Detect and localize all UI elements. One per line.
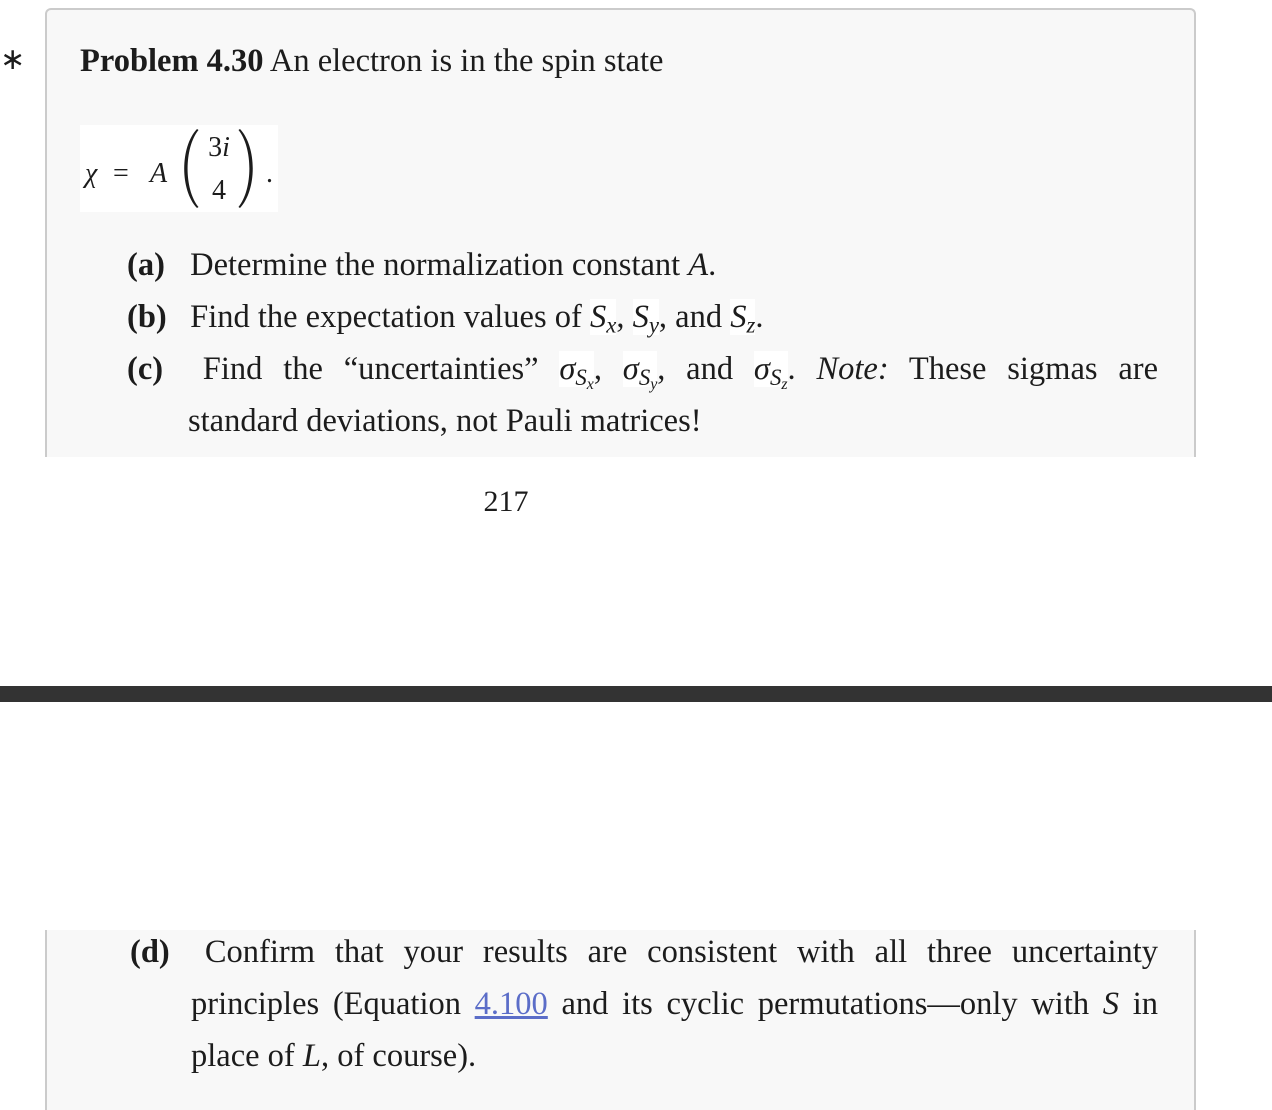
spinor-top-number: 3: [208, 132, 223, 163]
part-b: [127, 291, 1158, 343]
part-d-line-3-start: place of: [191, 1038, 303, 1074]
part-d-line-2-mid: and its cyclic permutations—only with: [547, 986, 1103, 1022]
part-c-line-2: standard deviations, not Pauli matrices!: [188, 403, 702, 439]
part-a: [127, 239, 1158, 291]
spin-operator-sy: [632, 299, 659, 338]
part-a-label: (a): [127, 247, 165, 283]
part-b-text: Find the expectation values of: [190, 299, 590, 335]
part-d-line-3: [191, 1030, 476, 1082]
subscript-x-text: x: [586, 375, 594, 393]
spin-state-equation: [80, 125, 278, 212]
subscript-y-text: y: [648, 312, 659, 338]
spin-operator-sz: [730, 299, 756, 338]
spin-operator-sx: [589, 299, 617, 338]
page-number: 217: [483, 485, 529, 518]
sigma-symbol: σ: [559, 351, 576, 387]
chi-symbol: χ: [85, 158, 98, 189]
part-c-sep-2: , and: [657, 351, 754, 387]
spinor-brackets: [80, 125, 278, 212]
part-d-text-line-1: Confirm that your results are consistent with all three uncertainty: [204, 934, 1159, 970]
spinor-top-entry: [200, 134, 238, 162]
spinor-bottom-entry: 4: [212, 175, 226, 206]
operator-s: S: [730, 299, 747, 335]
problem-intro: An electron is in the spin state: [263, 43, 664, 79]
note-label: Note:: [816, 351, 889, 387]
starred-problem-marker: ∗: [0, 42, 26, 77]
subscript-z: [746, 313, 755, 338]
equation-coefficient: [150, 160, 167, 188]
subscript-x: [587, 376, 594, 393]
symbol-l: L: [302, 1038, 321, 1074]
subscript-x-text: x: [606, 312, 617, 338]
part-b-end: .: [755, 299, 764, 335]
part-c-text: Find the “uncertainties”: [202, 351, 560, 387]
symbol-s: S: [1102, 986, 1120, 1022]
operator-s: S: [769, 364, 782, 390]
part-d-line-2-start: principles (Equation: [191, 986, 475, 1022]
problem-heading: [80, 35, 663, 87]
normalization-symbol: A: [150, 158, 168, 189]
operator-s: S: [575, 364, 587, 390]
part-c-end: .: [787, 351, 817, 387]
problem-number: Problem 4.30: [80, 43, 264, 79]
part-b-sep-2: , and: [658, 299, 731, 335]
operator-s: S: [632, 299, 649, 335]
part-d-line-2-end: in: [1119, 986, 1158, 1022]
subscript-y: [649, 313, 659, 338]
sigma-sx: [559, 351, 594, 393]
note-text-line-1: These sigmas are: [888, 351, 1159, 387]
part-b-label: (b): [127, 299, 167, 335]
part-b-sep-1: ,: [616, 299, 633, 335]
part-c-sep-1: ,: [593, 351, 623, 387]
sigma-subscript: [638, 364, 658, 393]
subscript-z-text: z: [781, 375, 788, 393]
part-d-label: (d): [130, 934, 170, 970]
operator-s: S: [589, 299, 607, 335]
part-a-end: .: [708, 247, 717, 283]
part-d-line-2: [191, 978, 1158, 1030]
page-divider: [0, 686, 1272, 702]
sigma-symbol: σ: [753, 351, 770, 387]
part-d-line-1: [130, 926, 1158, 978]
imaginary-unit: i: [222, 132, 230, 163]
part-c-line-1: [127, 343, 1158, 395]
subscript-x: [606, 313, 616, 338]
part-a-text: Determine the normalization constant: [190, 247, 689, 283]
part-a-symbol: A: [688, 247, 709, 283]
part-d-line-3-end: , of course).: [320, 1038, 477, 1074]
equals-sign: =: [113, 158, 129, 189]
subscript-y-text: y: [650, 375, 658, 393]
operator-s: S: [638, 364, 651, 390]
equation-terminator: .: [266, 158, 273, 189]
subscript-z-text: z: [746, 312, 756, 338]
part-c-label: (c): [127, 351, 164, 387]
sigma-subscript: [575, 364, 594, 393]
sigma-symbol: σ: [622, 351, 639, 387]
left-paren: [184, 129, 198, 208]
sigma-sz: [753, 351, 788, 393]
right-paren: [239, 129, 253, 208]
sigma-sy: [622, 351, 658, 393]
equation-lhs: [85, 160, 97, 188]
sigma-subscript: [769, 364, 788, 393]
equation-4-100-link[interactable]: 4.100: [474, 986, 548, 1022]
